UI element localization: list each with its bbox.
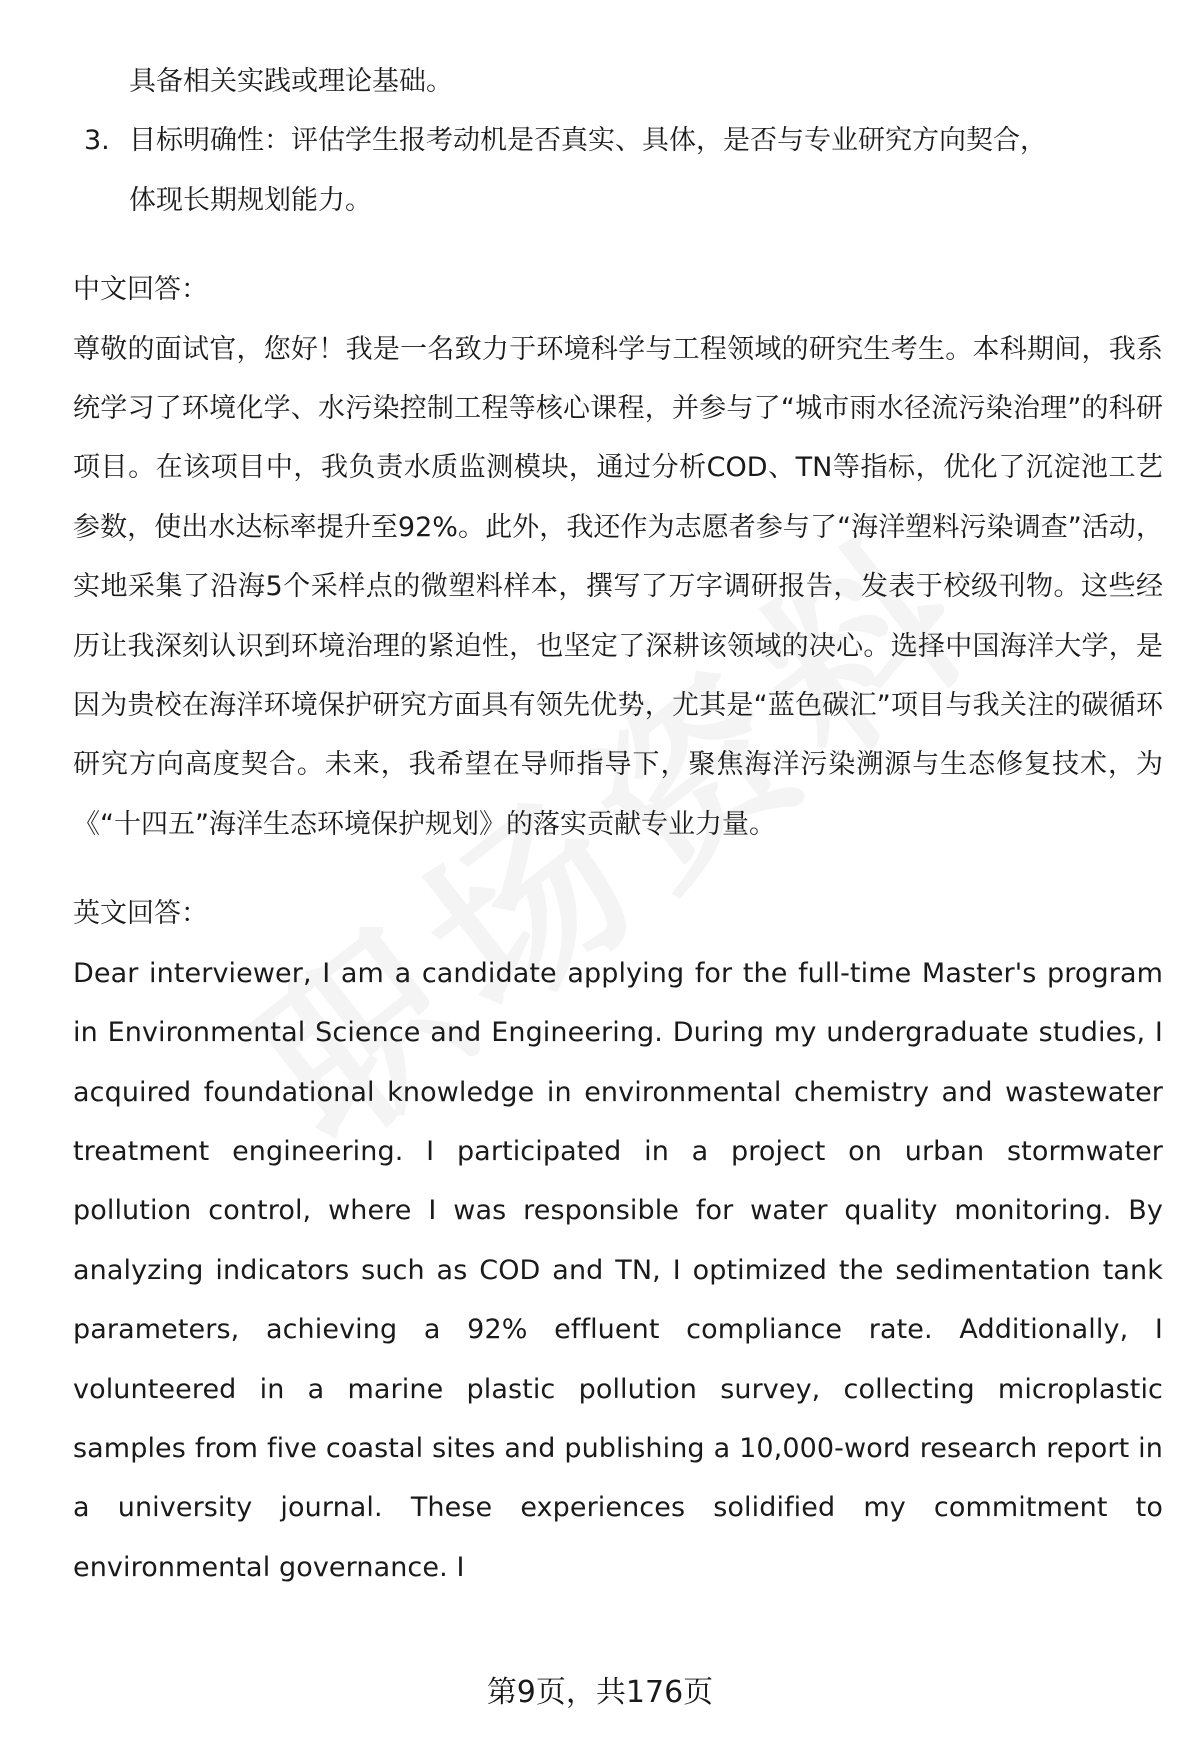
english-answer-heading: 英文回答： (73, 898, 208, 930)
list-item-number: 3. (84, 125, 110, 157)
chinese-answer-heading: 中文回答： (73, 274, 208, 306)
list-item-3-line1: 目标明确性：评估学生报考动机是否真实、具体，是否与专业研究方向契合， (129, 125, 1047, 157)
list-item-3-line2: 体现长期规划能力。 (129, 184, 372, 216)
page-content (73, 52, 1163, 1597)
list-item-3 (73, 111, 1163, 230)
list-item-2-continuation: 具备相关实践或理论基础。 (129, 66, 453, 97)
chinese-answer-paragraph: 尊敬的面试官，您好！我是一名致力于环境科学与工程领域的研究生考生。本科期间，我系统学习了环境化学、水污染控制工程等核心课程，并参与了“城市雨水径流污染治理”的科研项目。在该项目中，我负责水质监测模块，通过分析COD、TN等指标，优化了沉淀池工艺参数，使出水达标率提升至92%。此外，我还作为志愿者参与了“海洋塑料污染调查”活动，实地采集了沿海5个采样点的微塑料样本，撰写了万字调研报告，发表于校级刊物。这些经历让我深刻认识到环境治理的紧迫性，也坚定了深耕该领域的决心。选择中国海洋大学，是因为贵校在海洋环境保护研究方面具有领先优势，尤其是“蓝色碳汇”项目与我关注的碳循环研究方向高度契合。未来，我希望在导师指导下，聚焦海洋污染溯源与生态修复技术，为《“十四五”海洋生态环境保护规划》的落实贡献专业力量。 (73, 333, 1163, 840)
english-answer-paragraph: Dear interviewer, I am a candidate applying for the full-time Master's program in Environmental Science and Engineering. During my undergraduate studies, I acquired foundational knowledge in environmental chemistry and wastewater treatment engineering. I participated in a project on urban stormwater pollution control, where I was responsible for water quality monitoring. By analyzing indicators such as COD and TN, I optimized the sedimentation tank parameters, achieving a 92% effluent compliance rate. Additionally, I volunteered in a marine plastic pollution survey, collecting microplastic samples from five coastal sites and publishing a 10,000-word research report in a university journal. These experiences solidified my commitment to environmental governance. I (73, 957, 1163, 1583)
page-number-footer: 第9页，共176页 (486, 1675, 714, 1710)
